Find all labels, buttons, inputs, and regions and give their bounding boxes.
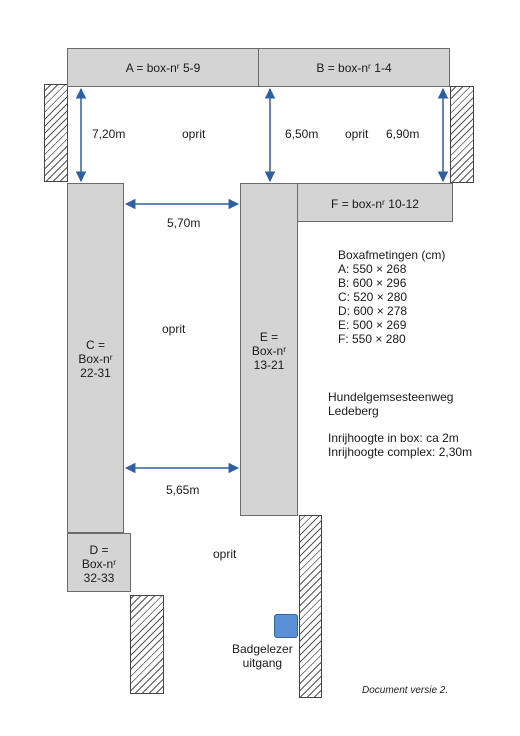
box-e-label: E = Box-nʳ 13-21 — [251, 330, 287, 372]
box-a-label: A = box-nʳ 5-9 — [125, 61, 201, 75]
measure-mid-top: 6,50m — [285, 127, 319, 141]
dimension-item: E: 500 × 269 — [338, 318, 407, 332]
dimension-item: F: 550 × 280 — [338, 332, 406, 346]
address-street: Hundelgemsesteenweg — [328, 390, 454, 404]
box-dimensions-title: Boxafmetingen (cm) — [338, 248, 446, 262]
dimension-item: A: 550 × 268 — [338, 262, 407, 276]
driveway-label-middle: oprit — [162, 322, 186, 336]
box-c-label: C = Box-nʳ 22-31 — [78, 338, 113, 380]
dimension-item: C: 520 × 280 — [338, 290, 408, 304]
clearance-heights — [328, 431, 472, 459]
clearance-box: Inrijhoogte in box: ca 2m — [328, 431, 459, 445]
box-f-label: F = box-nʳ 10-12 — [331, 197, 419, 211]
box-d-label: D = Box-nʳ 32-33 — [81, 543, 117, 585]
measure-upper-width: 5,70m — [167, 216, 201, 230]
badge-reader-icon — [274, 614, 298, 638]
box-b-label: B = box-nʳ 1-4 — [316, 61, 392, 75]
document-version: Document versie 2. — [362, 685, 449, 696]
box-dimensions-list — [338, 248, 445, 346]
measure-left-top: 7,20m — [92, 127, 126, 141]
measure-lower-width: 5,65m — [166, 483, 200, 497]
dimension-item: D: 600 × 278 — [338, 304, 408, 318]
measure-right-top: 6,90m — [386, 127, 420, 141]
badge-reader-label: Badgelezer uitgang — [232, 642, 293, 670]
clearance-complex: Inrijhoogte complex: 2,30m — [328, 445, 473, 459]
dimension-item: B: 600 × 296 — [338, 276, 407, 290]
address — [328, 390, 453, 418]
address-town: Ledeberg — [328, 404, 379, 418]
driveway-label-bottom: oprit — [213, 547, 237, 561]
driveway-label-top-right: oprit — [345, 127, 369, 141]
driveway-label-top-left: oprit — [182, 127, 206, 141]
